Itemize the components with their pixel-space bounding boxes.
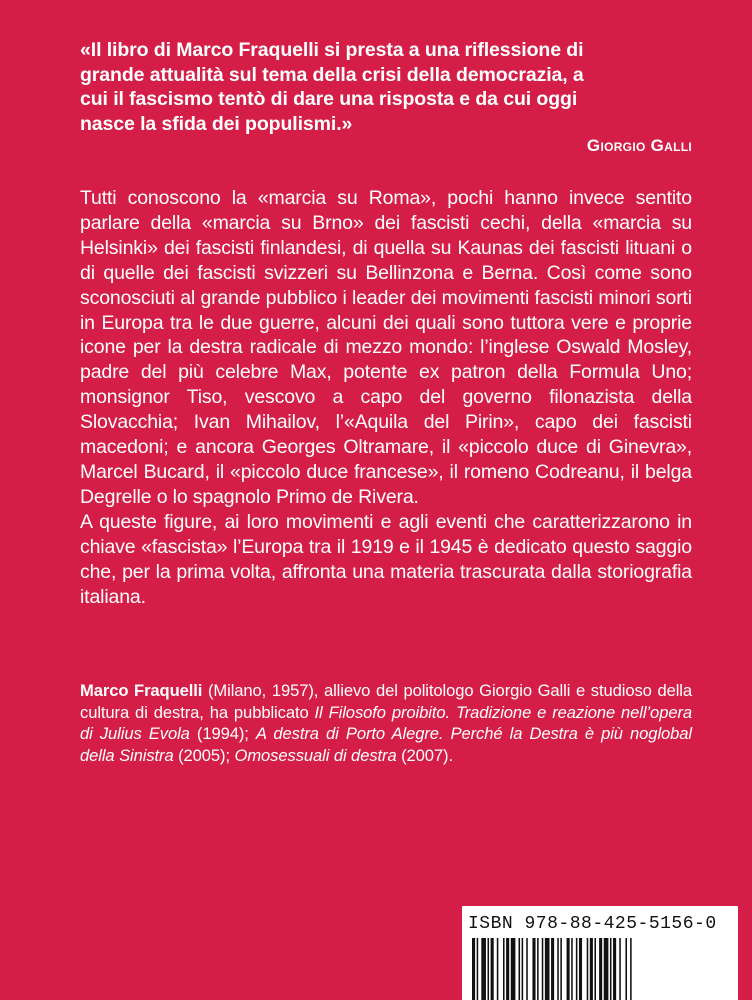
quote-line: nasce la sfida dei populismi.» <box>80 112 353 135</box>
bio-book-title: Omosessuali di destra <box>234 746 397 766</box>
author-bio <box>80 680 692 767</box>
quote-line: cui il fascismo tentò di dare una risposta e da cui oggi <box>80 88 578 110</box>
quote-line: grande attualità sul tema della crisi della democrazia, a <box>80 63 584 86</box>
blurb-quote <box>80 38 690 136</box>
description-paragraph: Tutti conoscono la «marcia su Roma», pochi hanno invece sentito parlare della «marcia su Brno» dei fascisti cechi, della «marcia su Helsinki» dei fascisti finlandesi, di quella su Kaunas dei fascisti lituani o di quelle dei fascisti svizzeri su Bellinzona e Berna. Così come sono sconosciuti al grande pubblico i leader dei movimenti fascisti minori sorti in Europa tra le due guerre, alcuni dei quali sono tuttora vere e proprie icone per la destra radicale di mezzo mondo: l’inglese Oswald Mosley, padre del più celebre Max, potente ex patron della Formula Uno; monsignor Tiso, vescovo a capo del governo filonazista della Slovacchia; Ivan Mihailov, l’«Aquila del Pirin», capo dei fascisti macedoni; e ancora Georges Oltramare, il «piccolo duce di Ginevra», Marcel Bucard, il «piccolo duce francese», il romeno Codreanu, il belga Degrelle o lo spagnolo Primo de Rivera. <box>80 187 692 508</box>
isbn-label: ISBN 978-88-425-5156-0 <box>468 914 717 934</box>
bio-text: (Milano, 1957), allievo del politologo Giorgio Galli e studioso della cultura di destra, ha pubblicato <box>80 681 692 722</box>
bio-book-title: A destra di Porto Alegre. Perché la Destra è più noglobal della Sinistra <box>80 724 692 766</box>
book-description <box>80 186 692 609</box>
bio-book-title: Il Filosofo proibito. Tradizione e reazione nell’opera di Julius Evola <box>80 702 693 744</box>
quote-line: «Il libro di Marco Fraquelli si presta a una riflessione di <box>80 39 584 61</box>
quote-author: Giorgio Galli <box>586 136 692 155</box>
bio-text: (1994); <box>189 724 256 744</box>
bio-author-name: Marco Fraquelli <box>80 681 203 700</box>
bio-text: (2005); <box>173 746 235 766</box>
barcode-panel <box>462 906 738 1000</box>
bio-text: (2007). <box>396 746 453 766</box>
description-paragraph: A queste figure, ai loro movimenti e agli eventi che caratterizzarono in chiave «fascista» l’Europa tra il 1919 e il 1945 è dedicato questo saggio che, per la prima volta, affronta una materia trascurata dalla storiografia italiana. <box>80 510 692 608</box>
barcode-icon <box>470 938 732 1000</box>
